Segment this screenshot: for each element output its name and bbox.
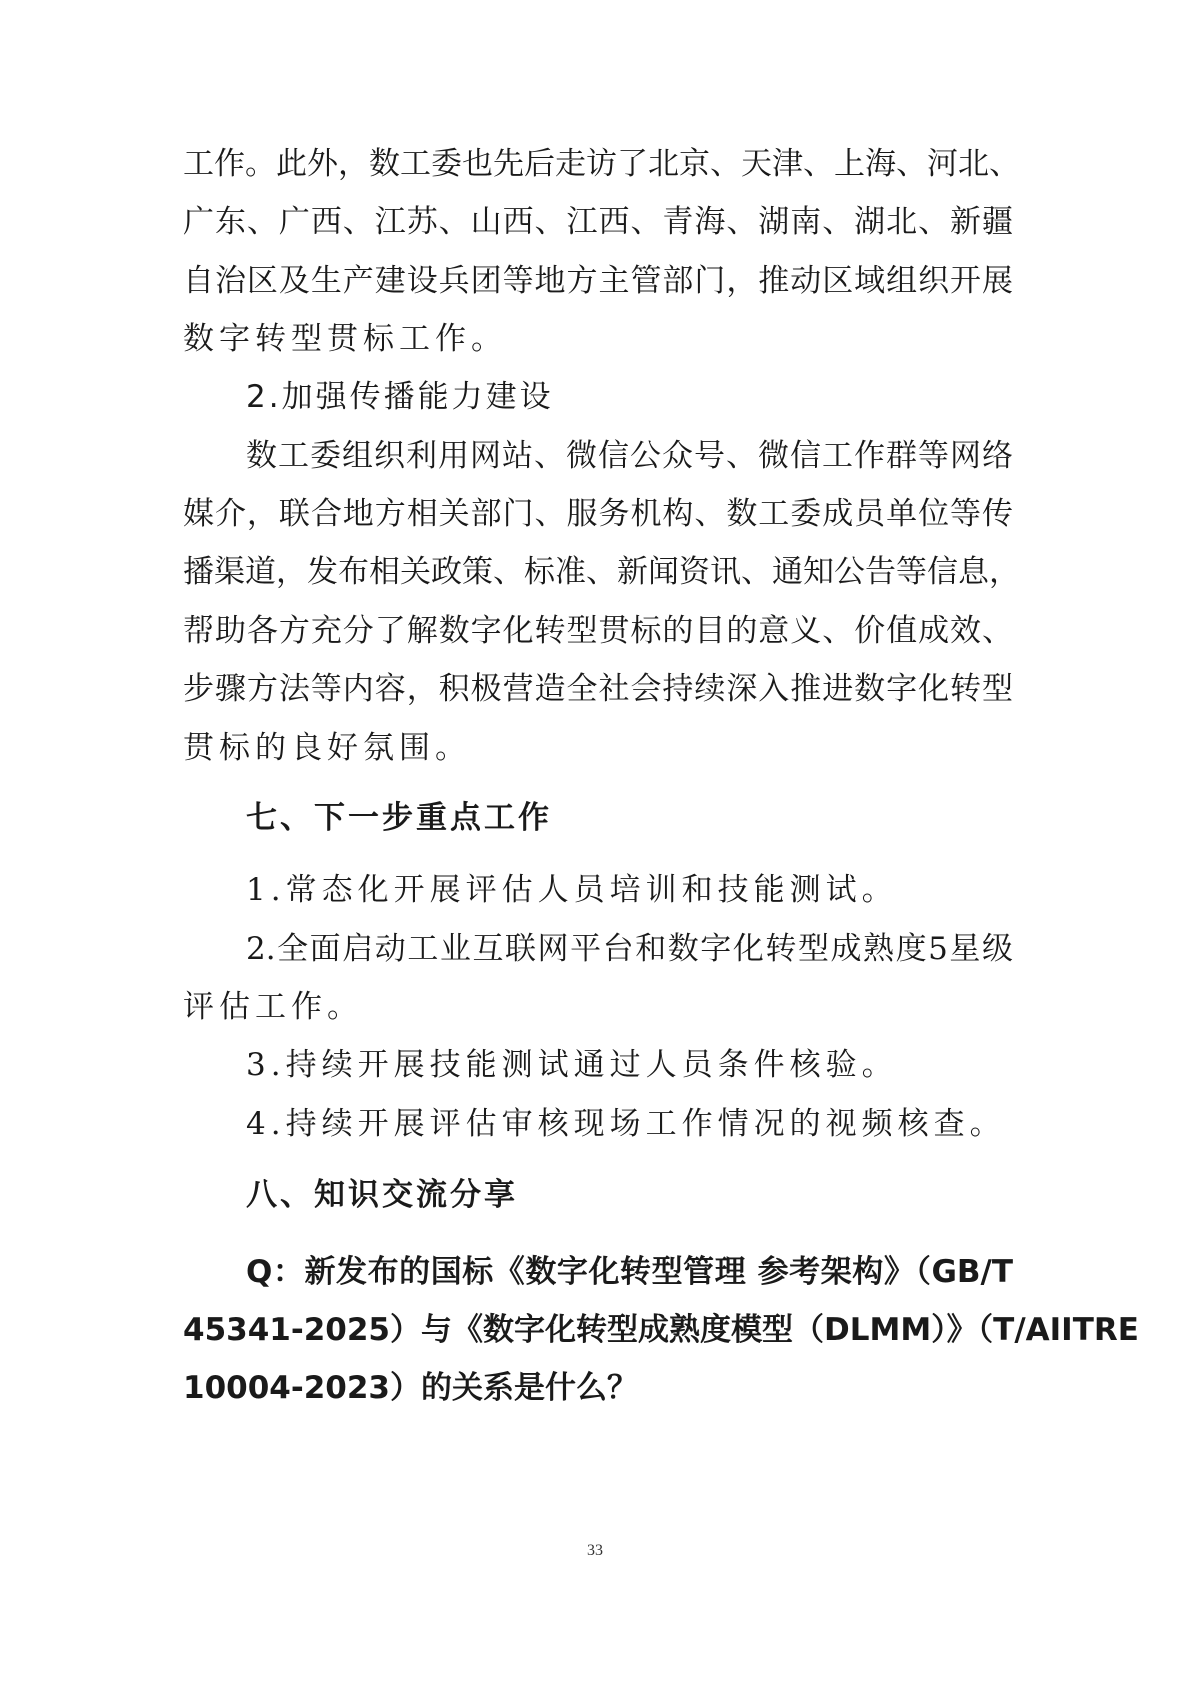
list-item: 1.常态化开展评估人员培训和技能测试。: [246, 872, 898, 908]
list-item: 3.持续开展技能测试通过人员条件核验。: [246, 1047, 898, 1083]
paragraph-line: 工作。此外，数工委也先后走访了北京、天津、上海、河北、: [183, 146, 1020, 182]
list-item: 2.全面启动工业互联网平台和数字化转型成熟度5星级: [246, 931, 1013, 967]
page-number: 33: [587, 1542, 603, 1559]
section-heading: 七、下一步重点工作: [246, 800, 552, 836]
paragraph-line: 自治区及生产建设兵团等地方主管部门，推动区域组织开展: [183, 263, 1013, 299]
paragraph-line: 数工委组织利用网站、微信公众号、微信工作群等网络: [246, 438, 1013, 474]
paragraph-line: 广东、广西、江苏、山西、江西、青海、湖南、湖北、新疆: [183, 204, 1013, 240]
question-line: 10004-2023）的关系是什么？: [183, 1370, 638, 1406]
paragraph-line: 数字转型贯标工作。: [183, 321, 507, 357]
section-heading: 八、知识交流分享: [246, 1177, 518, 1213]
paragraph-line: 贯标的良好氛围。: [183, 730, 471, 766]
list-item: 4.持续开展评估审核现场工作情况的视频核查。: [246, 1106, 1006, 1142]
list-item-continuation: 评估工作。: [183, 989, 363, 1025]
paragraph-line: 帮助各方充分了解数字化转型贯标的目的意义、价值成效、: [183, 613, 1013, 649]
paragraph-line: 媒介，联合地方相关部门、服务机构、数工委成员单位等传: [183, 496, 1013, 532]
subsection-heading: 2.加强传播能力建设: [246, 379, 554, 415]
paragraph-line: 播渠道，发布相关政策、标准、新闻资讯、通知公告等信息，: [183, 554, 1020, 590]
question-line: Q：新发布的国标《数字化转型管理 参考架构》（GB/T: [246, 1254, 1013, 1290]
question-line: 45341-2025）与《数字化转型成熟度模型（DLMM）》（T/AIITRE: [183, 1312, 1139, 1348]
paragraph-line: 步骤方法等内容，积极营造全社会持续深入推进数字化转型: [183, 671, 1013, 707]
